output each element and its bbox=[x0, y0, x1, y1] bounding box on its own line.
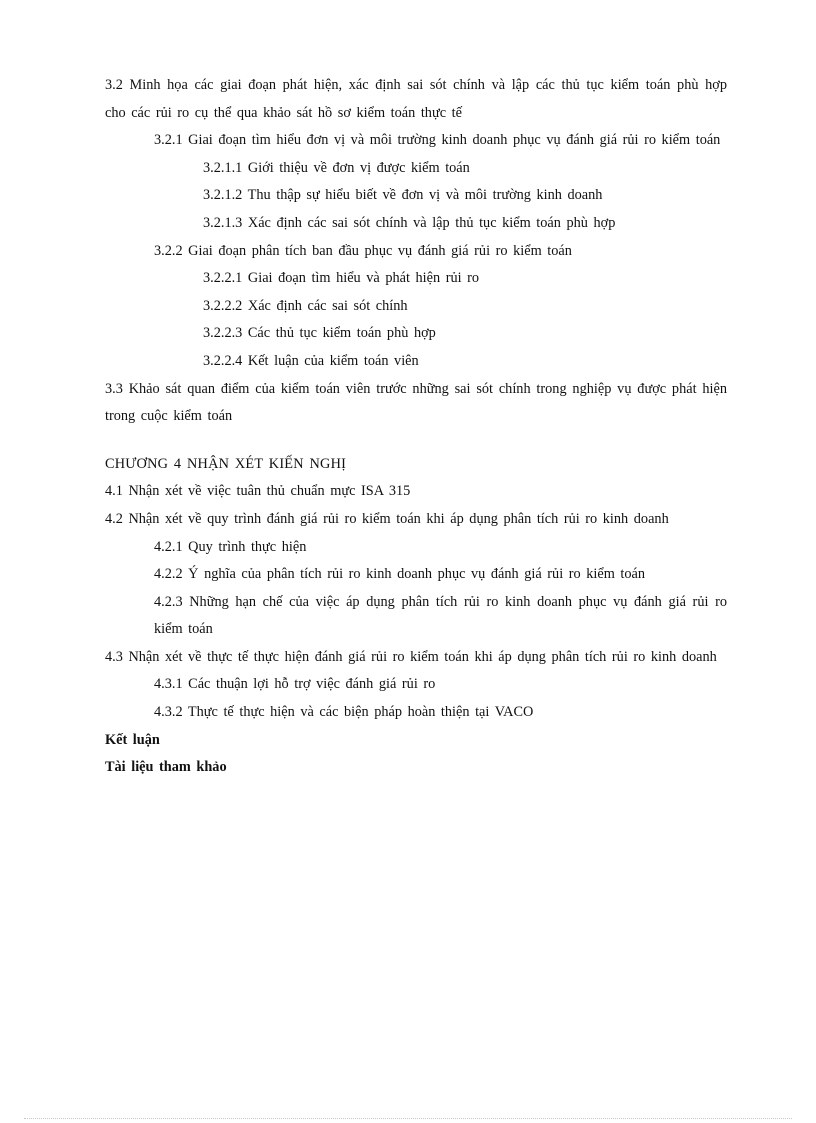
toc-entry-4-2-2: 4.2.2 Ý nghĩa của phân tích rủi ro kinh doanh phục vụ đánh giá rủi ro kiểm toán bbox=[154, 566, 645, 583]
toc-entry-3-3: 3.3 Khảo sát quan điểm của kiểm toán viên trước những sai sót chính trong nghiệp vụ được phát hiện trong cuộc kiểm toán bbox=[105, 380, 727, 425]
toc-entry-3-2-2: 3.2.2 Giai đoạn phân tích ban đầu phục vụ đánh giá rủi ro kiểm toán bbox=[154, 242, 572, 259]
toc-entry-3-2-1-2: 3.2.1.2 Thu thập sự hiểu biết về đơn vị và môi trường kinh doanh bbox=[203, 187, 603, 204]
toc-entry-conclusion: Kết luận bbox=[105, 731, 160, 748]
toc-entry-3-2-2-4: 3.2.2.4 Kết luận của kiểm toán viên bbox=[203, 352, 419, 369]
toc-entry-3-2-2-2: 3.2.2.2 Xác định các sai sót chính bbox=[203, 297, 408, 314]
toc-entry-3-2-1-1: 3.2.1.1 Giới thiệu về đơn vị được kiểm toán bbox=[203, 159, 470, 176]
toc-entry-4-3-2: 4.3.2 Thực tế thực hiện và các biện pháp hoàn thiện tại VACO bbox=[154, 704, 534, 721]
toc-entry-4-2-3: 4.2.3 Những hạn chế của việc áp dụng phân tích rủi ro kinh doanh phục vụ đánh giá rủi ro kiểm toán bbox=[154, 593, 727, 638]
toc-entry-3-2-2-1: 3.2.2.1 Giai đoạn tìm hiểu và phát hiện rủi ro bbox=[203, 270, 480, 287]
table-of-contents bbox=[105, 72, 727, 782]
toc-entry-4-2: 4.2 Nhận xét về quy trình đánh giá rủi ro kiểm toán khi áp dụng phân tích rủi ro kinh doanh bbox=[105, 510, 669, 527]
toc-entry-3-2-2-3: 3.2.2.3 Các thủ tục kiểm toán phù hợp bbox=[203, 325, 436, 342]
toc-entry-3-2-1: 3.2.1 Giai đoạn tìm hiểu đơn vị và môi trường kinh doanh phục vụ đánh giá rủi ro kiểm toán bbox=[154, 132, 721, 149]
section-gap bbox=[105, 431, 727, 451]
toc-entry-references: Tài liệu tham khảo bbox=[105, 759, 227, 776]
toc-entry-4-1: 4.1 Nhận xét về việc tuân thủ chuẩn mực ISA 315 bbox=[105, 483, 411, 500]
toc-entry-4-2-1: 4.2.1 Quy trình thực hiện bbox=[154, 538, 307, 555]
toc-entry-4-3-1: 4.3.1 Các thuận lợi hỗ trợ việc đánh giá rủi ro bbox=[154, 676, 436, 693]
toc-entry-4-3: 4.3 Nhận xét về thực tế thực hiện đánh giá rủi ro kiểm toán khi áp dụng phân tích rủi ro kinh doanh bbox=[105, 648, 717, 665]
chapter-4-title: CHƯƠNG 4 NHẬN XÉT KIẾN NGHỊ bbox=[105, 455, 347, 472]
toc-entry-3-2: 3.2 Minh họa các giai đoạn phát hiện, xác định sai sót chính và lập các thủ tục kiểm toán phù hợp cho các rủi ro cụ thể qua khảo sát hồ sơ kiểm toán thực tế bbox=[105, 77, 727, 121]
page-bottom-divider bbox=[24, 1118, 792, 1119]
toc-entry-3-2-1-3: 3.2.1.3 Xác định các sai sót chính và lập thủ tục kiểm toán phù hợp bbox=[203, 214, 616, 231]
